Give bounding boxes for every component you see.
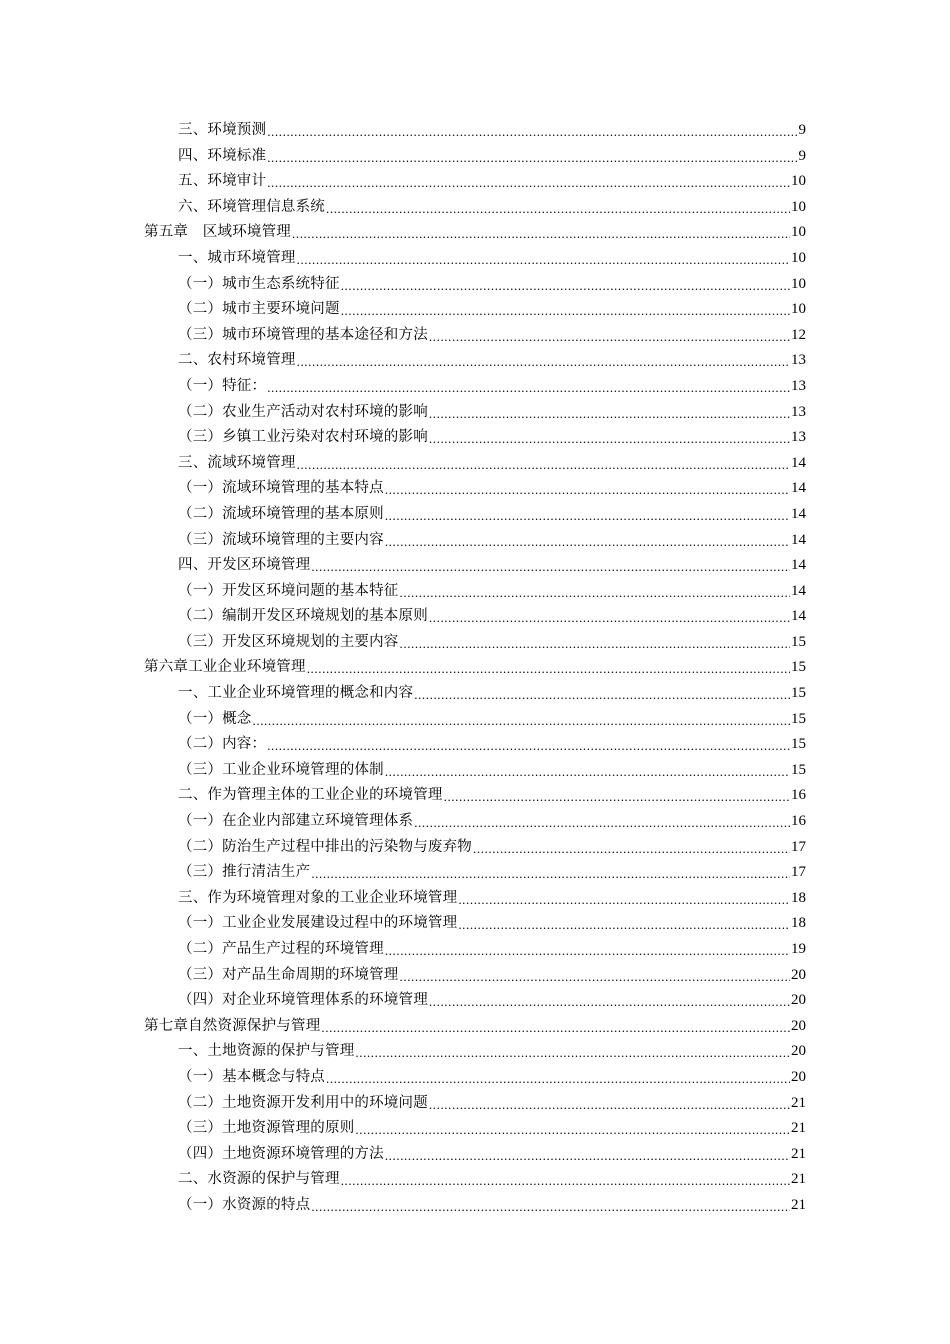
table-of-contents	[0, 118, 950, 1219]
toc-dot-leader	[297, 349, 790, 375]
toc-entry-title: （四）土地资源环境管理的方法	[178, 1145, 384, 1162]
toc-entry-title: 三、流域环境管理	[178, 454, 296, 471]
toc-dot-leader	[326, 196, 790, 222]
toc-subsection-entry[interactable]	[0, 1091, 950, 1117]
toc-page-number: 21	[791, 1094, 806, 1111]
toc-entry-title: （一）概念	[178, 710, 252, 727]
toc-page-number: 14	[791, 582, 806, 599]
toc-subsection-entry[interactable]	[0, 809, 950, 835]
toc-page-number: 15	[791, 736, 806, 753]
toc-subsection-entry[interactable]	[0, 476, 950, 502]
toc-subsection-entry[interactable]	[0, 835, 950, 861]
toc-dot-leader	[321, 1015, 790, 1041]
toc-dot-leader	[311, 554, 790, 580]
toc-entry-title: （一）基本概念与特点	[178, 1068, 325, 1085]
toc-section-entry[interactable]	[0, 1039, 950, 1065]
toc-entry-title: （二）流域环境管理的基本原则	[178, 505, 384, 522]
toc-dot-leader	[297, 247, 790, 273]
toc-page-number: 21	[791, 1145, 806, 1162]
toc-page-number: 14	[791, 531, 806, 548]
toc-page-number: 21	[791, 1196, 806, 1213]
toc-section-entry[interactable]	[0, 144, 950, 170]
toc-entry-title: （二）城市主要环境问题	[178, 301, 340, 318]
toc-subsection-entry[interactable]	[0, 1065, 950, 1091]
toc-page-number: 20	[791, 1068, 806, 1085]
toc-dot-leader	[307, 656, 790, 682]
toc-entry-title: （一）在企业内部建立环境管理体系	[178, 813, 414, 830]
toc-dot-leader	[429, 1092, 790, 1118]
toc-page-number: 18	[791, 889, 806, 906]
toc-page-number: 15	[791, 633, 806, 650]
toc-dot-leader	[355, 1040, 790, 1066]
toc-dot-leader	[385, 938, 790, 964]
toc-dot-leader	[414, 682, 790, 708]
toc-entry-title: 第五章 区域环境管理	[144, 224, 291, 241]
toc-subsection-entry[interactable]	[0, 323, 950, 349]
toc-page-number: 14	[791, 454, 806, 471]
toc-entry-title: 四、开发区环境管理	[178, 557, 311, 574]
toc-page-number: 14	[791, 557, 806, 574]
toc-dot-leader	[429, 426, 790, 452]
toc-subsection-entry[interactable]	[0, 579, 950, 605]
toc-subsection-entry[interactable]	[0, 707, 950, 733]
toc-page-number: 15	[791, 659, 806, 676]
toc-page-number: 9	[798, 147, 806, 164]
toc-page-number: 20	[791, 1017, 806, 1034]
toc-dot-leader	[429, 401, 790, 427]
toc-page-number: 12	[791, 326, 806, 343]
toc-entry-title: （二）编制开发区环境规划的基本原则	[178, 608, 428, 625]
toc-dot-leader	[267, 145, 797, 171]
toc-dot-leader	[253, 708, 791, 734]
toc-section-entry[interactable]	[0, 118, 950, 144]
toc-dot-leader	[267, 733, 790, 759]
toc-dot-leader	[267, 170, 790, 196]
toc-page-number: 9	[798, 122, 806, 138]
toc-entry-title: （二）防治生产过程中排出的污染物与废弃物	[178, 838, 472, 855]
toc-page-number: 13	[791, 403, 806, 420]
toc-section-entry[interactable]	[0, 553, 950, 579]
toc-subsection-entry[interactable]	[0, 400, 950, 426]
toc-entry-title: （三）开发区环境规划的主要内容	[178, 633, 399, 650]
toc-subsection-entry[interactable]	[0, 528, 950, 554]
toc-subsection-entry[interactable]	[0, 988, 950, 1014]
toc-chapter-entry[interactable]	[0, 220, 950, 246]
toc-dot-leader	[473, 836, 790, 862]
toc-page-number: 10	[791, 275, 806, 292]
toc-dot-leader	[429, 324, 790, 350]
toc-section-entry[interactable]	[0, 681, 950, 707]
toc-entry-title: （一）流域环境管理的基本特点	[178, 480, 384, 497]
toc-dot-leader	[267, 375, 790, 401]
toc-entry-title: （三）流域环境管理的主要内容	[178, 531, 384, 548]
toc-page-number: 15	[791, 685, 806, 702]
toc-subsection-entry[interactable]	[0, 425, 950, 451]
toc-dot-leader	[311, 1194, 790, 1220]
toc-entry-title: 二、作为管理主体的工业企业的环境管理	[178, 787, 443, 804]
toc-page-number: 21	[791, 1120, 806, 1137]
toc-page-number: 14	[791, 505, 806, 522]
toc-entry-title: （四）对企业环境管理体系的环境管理	[178, 992, 428, 1009]
toc-subsection-entry[interactable]	[0, 1142, 950, 1168]
toc-page-number: 10	[791, 198, 806, 215]
toc-section-entry[interactable]	[0, 1167, 950, 1193]
toc-subsection-entry[interactable]	[0, 630, 950, 656]
toc-page-number: 14	[791, 480, 806, 497]
toc-page-number: 20	[791, 966, 806, 983]
toc-entry-title: （一）工业企业发展建设过程中的环境管理	[178, 915, 458, 932]
toc-entry-title: （二）农业生产活动对农村环境的影响	[178, 403, 428, 420]
toc-page-number: 13	[791, 377, 806, 394]
toc-page-number: 14	[791, 608, 806, 625]
toc-dot-leader	[341, 273, 790, 299]
toc-subsection-entry[interactable]	[0, 732, 950, 758]
toc-dot-leader	[429, 989, 790, 1015]
toc-dot-leader	[341, 1168, 790, 1194]
toc-chapter-entry[interactable]	[0, 655, 950, 681]
toc-section-entry[interactable]	[0, 451, 950, 477]
toc-subsection-entry[interactable]	[0, 374, 950, 400]
toc-page-number: 10	[791, 173, 806, 190]
toc-entry-title: 四、环境标准	[178, 147, 267, 164]
toc-dot-leader	[400, 964, 791, 990]
toc-entry-title: （一）开发区环境问题的基本特征	[178, 582, 399, 599]
toc-subsection-entry[interactable]	[0, 911, 950, 937]
toc-dot-leader	[267, 119, 797, 145]
toc-dot-leader	[297, 452, 790, 478]
toc-page-number: 15	[791, 710, 806, 727]
toc-section-entry[interactable]	[0, 348, 950, 374]
toc-dot-leader	[341, 298, 790, 324]
toc-chapter-entry[interactable]	[0, 1014, 950, 1040]
toc-page-number: 10	[791, 249, 806, 266]
toc-dot-leader	[458, 887, 790, 913]
toc-section-entry[interactable]	[0, 886, 950, 912]
toc-subsection-entry[interactable]	[0, 297, 950, 323]
toc-dot-leader	[385, 759, 790, 785]
toc-dot-leader	[326, 1066, 790, 1092]
toc-subsection-entry[interactable]	[0, 860, 950, 886]
toc-entry-title: （三）乡镇工业污染对农村环境的影响	[178, 429, 428, 446]
toc-entry-title: 一、工业企业环境管理的概念和内容	[178, 685, 414, 702]
toc-page-number: 17	[791, 838, 806, 855]
toc-subsection-entry[interactable]	[0, 604, 950, 630]
toc-page-number: 17	[791, 864, 806, 881]
toc-dot-leader	[385, 1143, 790, 1169]
toc-page-number: 16	[791, 813, 806, 830]
toc-dot-leader	[385, 477, 790, 503]
toc-entry-title: 一、城市环境管理	[178, 249, 296, 266]
toc-entry-title: 二、水资源的保护与管理	[178, 1171, 340, 1188]
toc-section-entry[interactable]	[0, 246, 950, 272]
toc-section-entry[interactable]	[0, 783, 950, 809]
toc-entry-title: （三）对产品生命周期的环境管理	[178, 966, 399, 983]
toc-entry-title: 第七章自然资源保护与管理	[144, 1017, 321, 1034]
toc-dot-leader	[292, 221, 790, 247]
toc-dot-leader	[429, 605, 790, 631]
toc-entry-title: 五、环境审计	[178, 173, 267, 190]
toc-entry-title: （一）城市生态系统特征	[178, 275, 340, 292]
toc-subsection-entry[interactable]	[0, 1193, 950, 1219]
toc-subsection-entry[interactable]	[0, 963, 950, 989]
toc-section-entry[interactable]	[0, 195, 950, 221]
toc-entry-title: 六、环境管理信息系统	[178, 198, 325, 215]
toc-dot-leader	[385, 529, 790, 555]
toc-entry-title: 三、环境预测	[178, 122, 267, 138]
toc-entry-title: 一、土地资源的保护与管理	[178, 1043, 355, 1060]
toc-entry-title: （一）水资源的特点	[178, 1196, 311, 1213]
toc-page-number: 13	[791, 429, 806, 446]
toc-page-number: 21	[791, 1171, 806, 1188]
toc-entry-title: （三）土地资源管理的原则	[178, 1120, 355, 1137]
toc-entry-title: 三、作为环境管理对象的工业企业环境管理	[178, 889, 458, 906]
toc-dot-leader	[311, 861, 790, 887]
toc-page-number: 10	[791, 224, 806, 241]
toc-page-number: 15	[791, 761, 806, 778]
toc-page-number: 18	[791, 915, 806, 932]
toc-dot-leader	[400, 631, 791, 657]
toc-subsection-entry[interactable]	[0, 937, 950, 963]
toc-dot-leader	[385, 503, 790, 529]
toc-dot-leader	[414, 810, 790, 836]
toc-dot-leader	[444, 784, 790, 810]
toc-dot-leader	[355, 1117, 790, 1143]
toc-subsection-entry[interactable]	[0, 502, 950, 528]
toc-page-number: 20	[791, 992, 806, 1009]
toc-subsection-entry[interactable]	[0, 272, 950, 298]
toc-entry-title: （三）城市环境管理的基本途径和方法	[178, 326, 428, 343]
toc-subsection-entry[interactable]	[0, 758, 950, 784]
toc-entry-title: （二）土地资源开发利用中的环境问题	[178, 1094, 428, 1111]
toc-entry-title: （三）推行清洁生产	[178, 864, 311, 881]
toc-page-number: 19	[791, 941, 806, 957]
toc-section-entry[interactable]	[0, 169, 950, 195]
toc-page-number: 10	[791, 301, 806, 318]
toc-entry-title: 第六章工业企业环境管理	[144, 659, 306, 676]
toc-dot-leader	[458, 912, 790, 938]
toc-dot-leader	[400, 580, 791, 606]
toc-entry-title: 二、农村环境管理	[178, 352, 296, 369]
toc-page-number: 20	[791, 1043, 806, 1060]
toc-page-number: 16	[791, 787, 806, 804]
toc-page-number: 13	[791, 352, 806, 369]
toc-entry-title: （二）内容：	[178, 736, 267, 753]
toc-entry-title: （一）特征：	[178, 377, 267, 394]
toc-entry-title: （二）产品生产过程的环境管理	[178, 941, 384, 957]
toc-subsection-entry[interactable]	[0, 1116, 950, 1142]
toc-entry-title: （三）工业企业环境管理的体制	[178, 761, 384, 778]
